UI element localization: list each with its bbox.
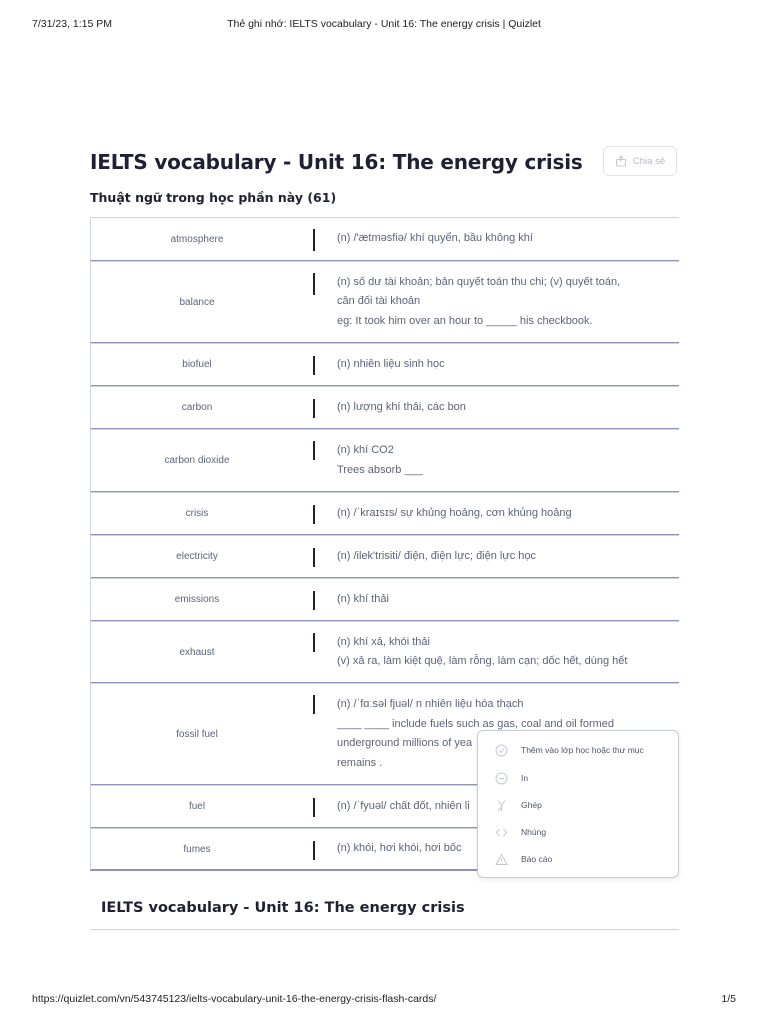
share-icon [615,155,627,167]
term-separator [313,356,315,375]
term-separator [313,399,315,418]
term-separator [313,841,315,860]
menu-item-label: Ghép [521,800,542,810]
term-definition [337,536,661,577]
menu-item-label: Báo cáo [521,854,553,864]
merge-icon [495,799,508,812]
definition-line: eg: It took him over an hour to _____ his checkbook. [337,314,593,327]
options-menu [477,730,679,878]
term-word: carbon [181,402,213,413]
add-circle-icon [495,744,508,757]
term-separator [313,229,315,251]
term-word: biofuel [182,359,212,370]
menu-item[interactable] [478,821,678,843]
divider [90,929,679,930]
definition-line: (n) khí thải [337,592,389,605]
definition-line: (n) khí CO2 [337,444,394,456]
term-word: fumes [183,843,211,855]
menu-item[interactable] [478,794,678,816]
term-definition [337,218,661,260]
term-definition [337,579,661,620]
definition-line: cân đối tài khoản [337,295,421,308]
warning-icon [495,853,508,866]
term-row [90,621,679,684]
term-separator [313,548,315,567]
set-title: IELTS vocabulary - Unit 16: The energy crisis [90,150,583,174]
term-row [90,217,679,262]
term-definition [337,387,661,428]
menu-item[interactable] [478,739,678,761]
term-definition [337,262,661,342]
term-definition [337,430,661,491]
term-word: balance [179,296,215,308]
menu-item-label: Thêm vào lớp học hoặc thư mục [521,745,644,755]
term-word: fuel [188,801,206,812]
print-datetime: 7/31/23, 1:15 PM [32,18,112,30]
term-word: carbon dioxide [164,455,230,466]
print-header [32,18,736,32]
definition-line: (n) khí xả, khói thải [337,635,430,648]
definition-line: (n) nhiên liệu sinh học [337,357,445,370]
print-url: https://quizlet.com/vn/543745123/ielts-vocabulary-unit-16-the-energy-crisis-flash-cards/ [32,993,437,1005]
term-row [90,535,679,579]
share-label: Chia sẻ [632,155,666,167]
definition-line: (n) /ˈkraɪsɪs/ sự khủng hoảng, cơn khủng hoảng [337,506,572,519]
term-word: crisis [185,508,209,519]
term-row [90,429,679,493]
term-row [90,343,679,387]
definition-line: (n) khói, hơi khói, hơi bốc [337,842,462,855]
term-row [90,261,679,344]
definition-line: (n) /ilek'trisiti/ điện, điện lực; điện lực học [337,549,537,562]
term-definition [337,493,661,534]
term-word: emissions [174,594,220,605]
term-word: electricity [176,551,218,562]
menu-item[interactable] [478,767,678,789]
term-word: fossil fuel [176,728,218,740]
print-footer [32,993,736,1007]
share-button[interactable] [603,146,677,176]
definition-line: Trees absorb ___ [337,463,423,476]
term-word: atmosphere [170,233,224,245]
bottom-set-title: IELTS vocabulary - Unit 16: The energy crisis [101,900,465,916]
definition-line: remains . [337,756,383,769]
term-definition [337,344,661,385]
term-separator [313,695,315,714]
print-page-title: Thẻ ghi nhớ: IELTS vocabulary - Unit 16: The energy crisis | Quizlet [227,18,541,30]
term-row [90,578,679,622]
definition-line: (n) số dư tài khoản; bản quyết toán thu chi; (v) quyết toán, [337,275,621,288]
embed-icon [495,826,508,839]
term-separator [313,441,315,460]
term-separator [313,633,315,652]
term-separator [313,591,315,610]
print-page-number: 1/5 [721,993,736,1005]
term-word: exhaust [179,646,215,658]
term-separator [313,505,315,524]
definition-line: (n) /'ætməsfiə/ khí quyển, bầu không khí [337,232,533,245]
print-icon [495,772,508,785]
term-definition [337,622,661,682]
terms-heading: Thuật ngữ trong học phần này (61) [90,190,337,205]
term-separator [313,273,315,295]
definition-line: underground millions of yea [337,737,473,749]
menu-item[interactable] [478,848,678,870]
definition-line: ____ ____ include fuels such as gas, coal and oil formed [337,717,615,730]
menu-item-label: In [521,773,529,783]
menu-item-label: Nhúng [521,827,547,837]
definition-line: (n) /ˈfyuəl/ chất đốt, nhiên li [337,799,470,812]
definition-line: (n) /ˈfɑːsəl fjuəl/ n nhiên liệu hóa thạch [337,698,524,710]
term-row [90,492,679,536]
definition-line: (v) xả ra, làm kiệt quệ, làm rỗng, làm cạn; dốc hết, dùng hết [337,655,628,667]
definition-line: (n) lượng khí thải, các bon [337,400,466,413]
term-separator [313,798,315,817]
term-row [90,386,679,430]
